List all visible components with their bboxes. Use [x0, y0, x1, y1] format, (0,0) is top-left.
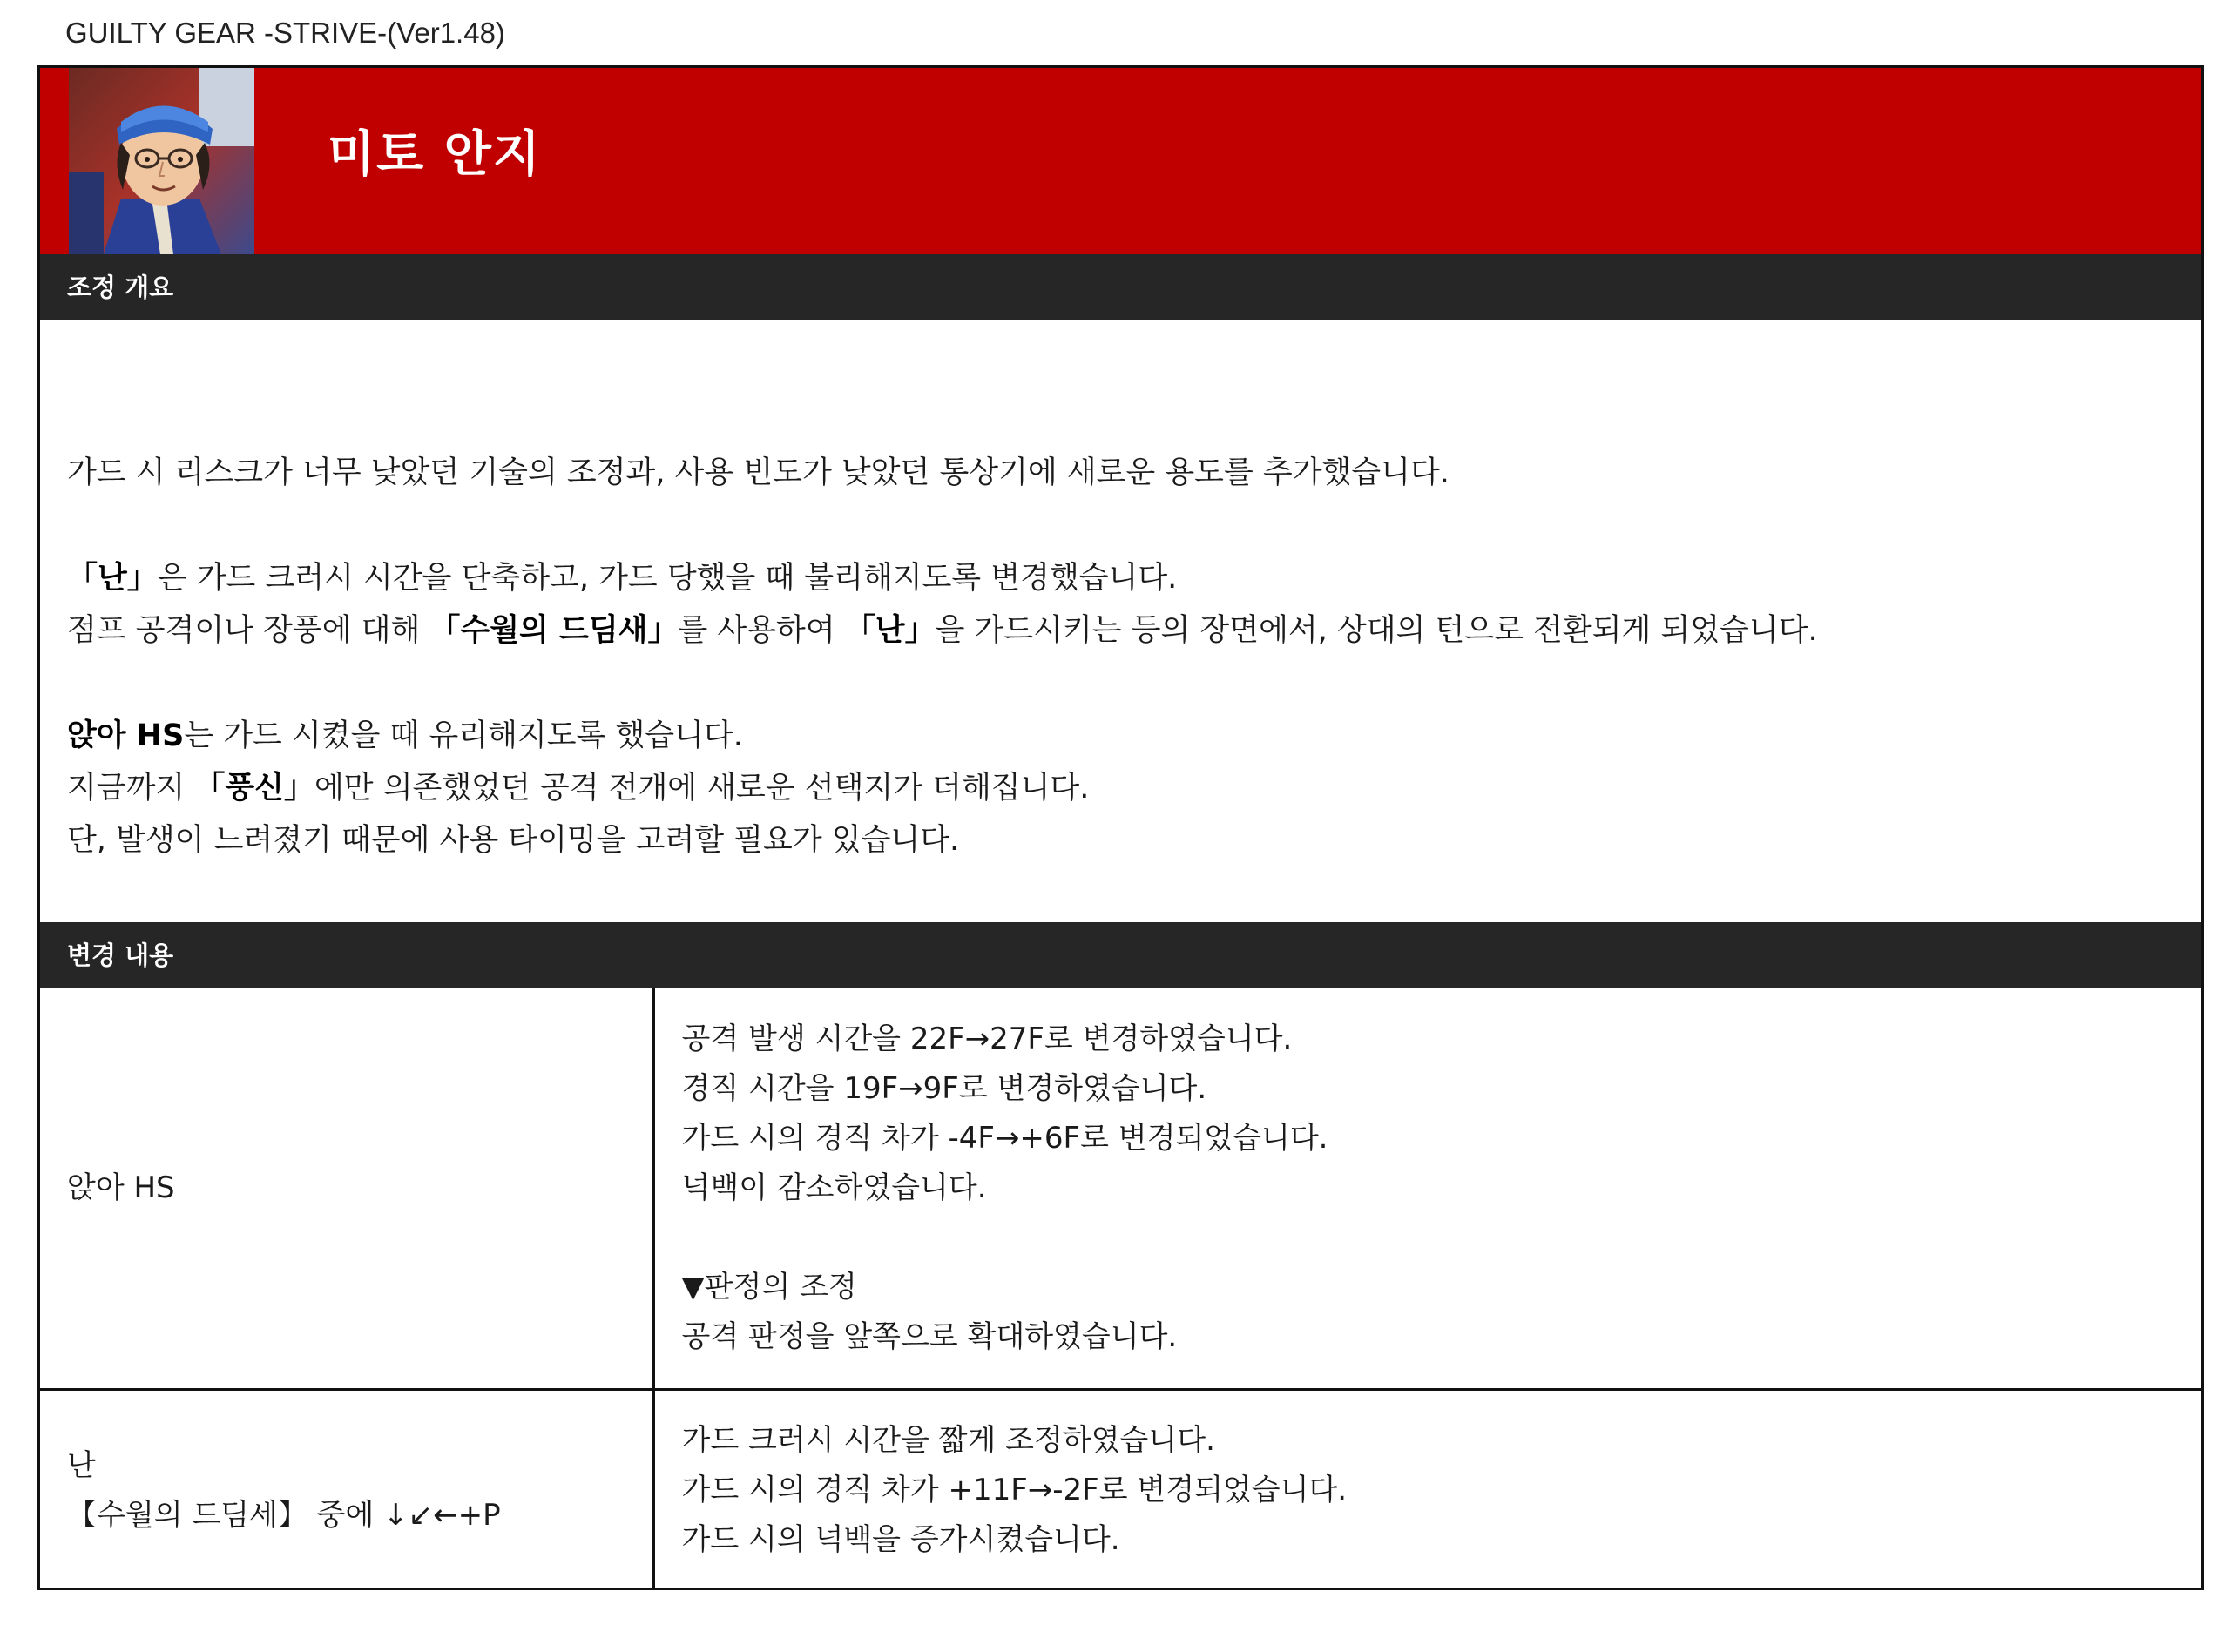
changes-table	[40, 988, 2201, 1590]
change-detail-line: 공격 발생 시간을 22F→27F로 변경하였습니다.	[681, 1021, 1293, 1056]
change-detail-line: 가드 시의 경직 차가 +11F→-2F로 변경되었습니다.	[681, 1473, 1348, 1508]
move-name-emphasis: 「난」	[67, 561, 158, 596]
change-detail-line: 공격 판정을 앞쪽으로 확대하였습니다.	[681, 1318, 1178, 1354]
change-detail-subheading: ▼판정의 조정	[681, 1269, 857, 1305]
move-name-emphasis: 「풍신」	[194, 771, 314, 806]
character-name: 미토 안지	[328, 126, 542, 183]
summary-text: 점프 공격이나 장풍에 대해	[67, 613, 430, 648]
table-row	[40, 1389, 2201, 1590]
spacer	[682, 1213, 2201, 1263]
summary-text: 을 가드시키는 등의 장면에서, 상대의 턴으로 전환되게 되었습니다.	[935, 613, 1818, 648]
summary-text: 에만 의존했었던 공격 전개에 새로운 선택지가 더해집니다.	[314, 771, 1090, 806]
change-detail-line: 넉백이 감소하였습니다.	[681, 1170, 987, 1205]
summary-paragraph: 단, 발생이 느려졌기 때문에 사용 타이밍을 고려할 필요가 있습니다.	[67, 823, 960, 858]
summary-text: 은 가드 크러시 시간을 단축하고, 가드 당했을 때 불리해지도록 변경했습니다.	[157, 561, 1178, 596]
move-name: 난	[67, 1447, 96, 1483]
change-detail-line: 경직 시간을 19F→9F로 변경하였습니다.	[681, 1070, 1207, 1106]
change-detail-cell	[653, 988, 2201, 1389]
table-row	[40, 988, 2201, 1389]
change-detail-line: 가드 시의 넉백을 증가시켰습니다.	[681, 1522, 1120, 1558]
move-name-cell	[40, 988, 653, 1389]
move-name-emphasis: 앉아 HS	[67, 718, 185, 753]
move-name-cell	[40, 1389, 653, 1590]
changes-section-header: 변경 내용	[40, 922, 2201, 988]
summary-body	[40, 320, 2201, 921]
summary-paragraph	[67, 604, 1818, 657]
change-detail-line: 가드 시의 경직 차가 -4F→+6F로 변경되었습니다.	[681, 1120, 1328, 1156]
move-name-emphasis: 「수월의 드딤새」	[429, 613, 679, 648]
character-portrait	[69, 68, 254, 254]
character-header	[40, 68, 2201, 254]
summary-text: 는 가드 시켰을 때 유리해지도록 했습니다.	[184, 718, 743, 753]
game-version-title: GUILTY GEAR -STRIVE-(Ver1.48)	[65, 17, 505, 49]
change-detail-cell	[653, 1389, 2201, 1590]
move-input-command: 【수월의 드딤세】 중에 ↓↙←+P	[67, 1497, 501, 1533]
move-name: 앉아 HS	[67, 1170, 175, 1205]
summary-text: 지금까지	[67, 771, 195, 806]
summary-paragraph	[67, 762, 1089, 814]
patch-note-panel	[37, 65, 2204, 1590]
summary-paragraph	[67, 552, 1177, 604]
summary-text: 를 사용하여	[678, 613, 845, 648]
summary-paragraph: 가드 시 리스크가 너무 낮았던 기술의 조정과, 사용 빈도가 낮았던 통상기에 새로운 용도를 추가했습니다.	[67, 455, 1450, 490]
change-detail-line: 가드 크러시 시간을 짧게 조정하였습니다.	[681, 1423, 1215, 1459]
move-name-emphasis: 「난」	[844, 613, 936, 648]
summary-paragraph	[67, 710, 743, 762]
summary-section-header: 조정 개요	[40, 254, 2201, 320]
